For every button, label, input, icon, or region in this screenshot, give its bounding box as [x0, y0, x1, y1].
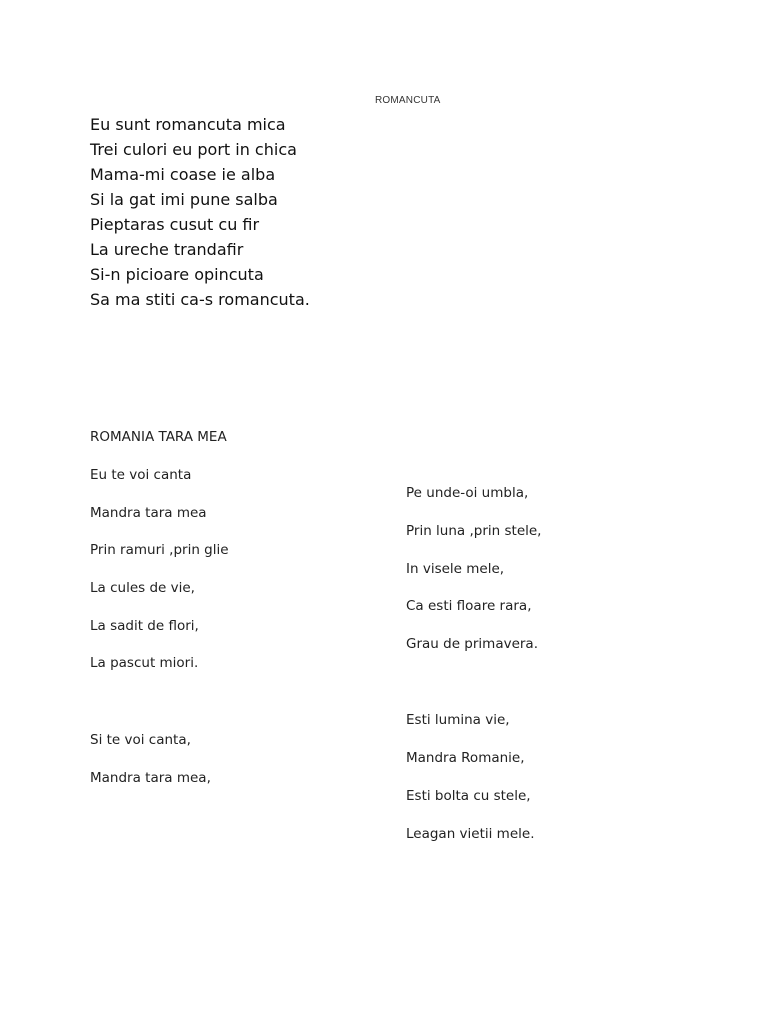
poem1-line: La ureche trandafir: [90, 240, 244, 259]
poem2-line: Mandra tara mea,: [90, 770, 211, 786]
poem1-line: Trei culori eu port in chica: [90, 140, 297, 159]
poem1-body: [90, 112, 310, 312]
poem2-line: Prin ramuri ,prin glie: [90, 542, 229, 558]
poem2-line: Esti lumina vie,: [406, 712, 510, 728]
poem2-line: La sadit de flori,: [90, 618, 199, 634]
poem1-title: ROMANCUTA: [375, 95, 441, 106]
poem2-line: Ca esti floare rara,: [406, 598, 532, 614]
poem2-line: Grau de primavera.: [406, 636, 539, 652]
poem2-line: La pascut miori.: [90, 655, 199, 671]
poem2-line: Pe unde-oi umbla,: [406, 485, 529, 501]
poem2-line: Prin luna ,prin stele,: [406, 523, 542, 539]
poem2-line: Esti bolta cu stele,: [406, 788, 531, 804]
poem2-line: Mandra tara mea: [90, 505, 207, 521]
poem2-line: Si te voi canta,: [90, 732, 191, 748]
poem1-line: Si-n picioare opincuta: [90, 265, 264, 284]
poem1-line: Mama-mi coase ie alba: [90, 165, 276, 184]
poem2-line: La cules de vie,: [90, 580, 195, 596]
poem2-line: Mandra Romanie,: [406, 750, 525, 766]
poem1-line: Si la gat imi pune salba: [90, 190, 278, 209]
poem2-title: ROMANIA TARA MEA: [90, 429, 227, 445]
poem2-line: In visele mele,: [406, 561, 505, 577]
poem2-line: Eu te voi canta: [90, 467, 192, 483]
poem2-line: Leagan vietii mele.: [406, 826, 535, 842]
poem1-line: Eu sunt romancuta mica: [90, 115, 286, 134]
poem1-line: Pieptaras cusut cu fir: [90, 215, 260, 234]
poem1-line: Sa ma stiti ca-s romancuta.: [90, 290, 310, 309]
